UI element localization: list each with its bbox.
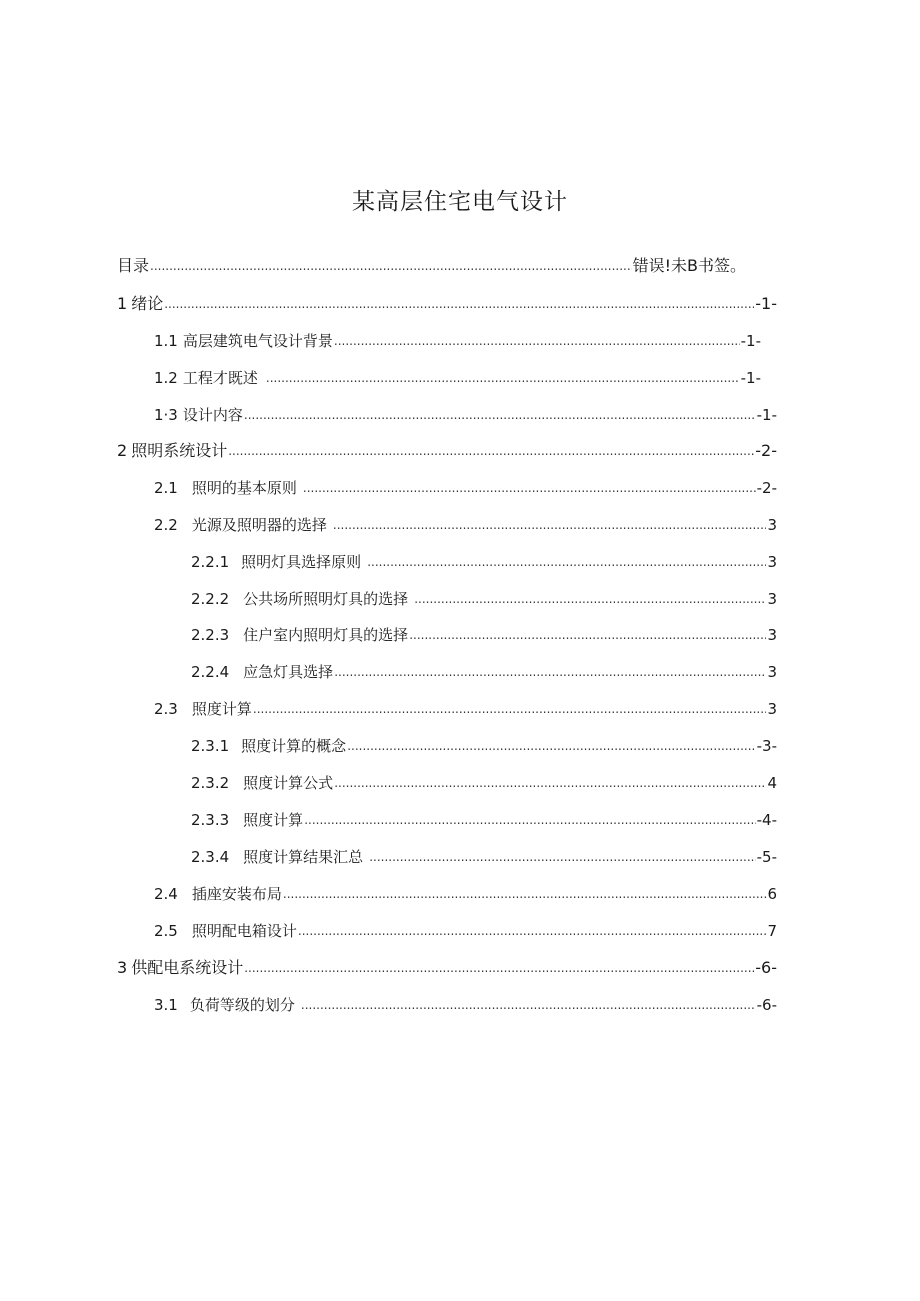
toc-entry-number: 1·3 <box>154 406 178 424</box>
toc-entry-2-3-4[interactable] <box>191 847 777 868</box>
toc-entry-2-3-2[interactable] <box>191 773 777 794</box>
toc-entry-title: 高层建筑电气设计背景 <box>182 332 333 350</box>
toc-entry-page: -2- <box>755 441 777 460</box>
toc-entry-1-1[interactable] <box>154 331 761 352</box>
toc-entry-page: -1- <box>756 406 777 424</box>
toc-entry-number: 2.2.3 <box>191 626 230 644</box>
toc-entry-number: 2.3.3 <box>191 811 230 829</box>
toc-leader-dots <box>301 995 756 1015</box>
toc-entry-page: 3 <box>767 700 777 718</box>
toc-leader-dots <box>409 625 766 645</box>
document-title: 某高层住宅电气设计 <box>352 189 568 215</box>
toc-leader-dots <box>414 589 766 609</box>
toc-entry-3[interactable] <box>117 958 777 979</box>
toc-entry-3-1[interactable] <box>154 995 777 1016</box>
toc-entry-title: 照明的基本原则 <box>191 479 297 497</box>
toc-entry-page: 7 <box>767 922 777 940</box>
toc-leader-dots <box>347 736 755 756</box>
toc-leader-dots <box>369 847 755 867</box>
toc-leader-dots <box>253 699 767 719</box>
toc-entry-number: 2.4 <box>154 885 178 903</box>
toc-entry-page: -3- <box>756 737 777 755</box>
toc-entry-page: 6 <box>767 885 777 903</box>
toc-entry-number: 2.2.4 <box>191 663 230 681</box>
toc-entry-title: 住户室内照明灯具的选择 <box>243 626 409 644</box>
toc-entry-title: 照明灯具选择原则 <box>241 553 362 571</box>
toc-entry-number: 3.1 <box>154 996 178 1014</box>
toc-entry-2-3-1[interactable] <box>191 736 777 757</box>
toc-entry-2-4[interactable] <box>154 884 777 905</box>
toc-entry-number: 2.3 <box>154 700 178 718</box>
toc-leader-dots <box>283 884 767 904</box>
toc-leader-dots <box>334 662 766 682</box>
toc-entry-1[interactable] <box>117 294 777 315</box>
toc-entry-2-1[interactable] <box>154 478 777 499</box>
toc-leader-dots <box>367 552 766 572</box>
toc-entry-1-2[interactable] <box>154 368 761 389</box>
toc-entry-title: 负荷等级的划分 <box>189 996 295 1014</box>
toc-leader-dots <box>150 256 632 276</box>
toc-entry-number: 1.2 <box>154 369 178 387</box>
toc-leader-dots <box>244 405 756 425</box>
toc-entry-number: 2.2.1 <box>191 553 230 571</box>
toc-leader-dots <box>303 478 756 498</box>
toc-leader-dots <box>334 331 740 351</box>
toc-entry-2-2-3[interactable] <box>191 625 777 646</box>
toc-entry-number: 1.1 <box>154 332 178 350</box>
toc-entry-contents[interactable] <box>117 256 746 277</box>
toc-entry-number: 2.2 <box>154 516 178 534</box>
toc-entry-number: 目录 <box>117 256 150 275</box>
toc-leader-dots <box>266 368 740 388</box>
toc-entry-title: 照度计算 <box>191 700 252 718</box>
toc-entry-title: 照度计算结果汇总 <box>243 848 364 866</box>
toc-entry-title: 设计内容 <box>182 406 243 424</box>
toc-leader-dots <box>244 958 754 978</box>
toc-leader-dots <box>228 441 754 461</box>
toc-entry-page: 4 <box>767 774 777 792</box>
toc-entry-title: 插座安装布局 <box>191 885 282 903</box>
toc-entry-title: 照度计算 <box>243 811 304 829</box>
toc-entry-page: -1- <box>755 294 777 313</box>
toc-entry-page: 错误!未B书签。 <box>632 256 746 275</box>
toc-entry-page: -4- <box>756 811 777 829</box>
toc-entry-2-5[interactable] <box>154 921 777 942</box>
toc-entry-page: -1- <box>740 369 761 387</box>
toc-entry-title: 照度计算的概念 <box>241 737 347 755</box>
toc-entry-page: 3 <box>767 590 777 608</box>
toc-entry-page: -2- <box>756 479 777 497</box>
toc-entry-page: -6- <box>755 958 777 977</box>
toc-entry-page: 3 <box>767 516 777 534</box>
toc-entry-2-3-3[interactable] <box>191 810 777 831</box>
toc-entry-2-2[interactable] <box>154 515 777 536</box>
toc-leader-dots <box>164 294 754 314</box>
toc-entry-2[interactable] <box>117 441 777 462</box>
toc-entry-page: 3 <box>767 626 777 644</box>
toc-entry-title: 照明配电箱设计 <box>191 922 297 940</box>
toc-entry-2-3[interactable] <box>154 699 777 720</box>
toc-leader-dots <box>334 773 766 793</box>
toc-entry-number: 3 <box>117 958 128 977</box>
toc-entry-page: 3 <box>767 663 777 681</box>
toc-entry-title: 绪论 <box>131 294 164 313</box>
toc-entry-title: 公共场所照明灯具的选择 <box>243 590 409 608</box>
toc-entry-number: 2.3.2 <box>191 774 230 792</box>
toc-entry-page: -5- <box>756 848 777 866</box>
toc-entry-2-2-1[interactable] <box>191 552 777 573</box>
toc-entry-1-3[interactable] <box>154 405 777 426</box>
toc-entry-title: 应急灯具选择 <box>243 663 334 681</box>
toc-entry-number: 2.2.2 <box>191 590 230 608</box>
toc-entry-number: 2.3.4 <box>191 848 230 866</box>
toc-entry-title: 照明系统设计 <box>131 441 228 460</box>
toc-entry-page: -1- <box>740 332 761 350</box>
toc-leader-dots <box>304 810 755 830</box>
toc-entry-number: 1 <box>117 294 128 313</box>
toc-entry-page: 3 <box>767 553 777 571</box>
toc-entry-2-2-4[interactable] <box>191 662 777 683</box>
toc-entry-number: 2.3.1 <box>191 737 230 755</box>
toc-entry-title: 照度计算公式 <box>243 774 334 792</box>
toc-leader-dots <box>298 921 767 941</box>
toc-entry-2-2-2[interactable] <box>191 589 777 610</box>
toc-entry-number: 2 <box>117 441 128 460</box>
toc-entry-page: -6- <box>756 996 777 1014</box>
toc-entry-title: 供配电系统设计 <box>131 958 244 977</box>
toc-entry-title: 工程才既述 <box>182 369 258 387</box>
toc-entry-number: 2.1 <box>154 479 178 497</box>
toc-leader-dots <box>333 515 767 535</box>
toc-entry-title: 光源及照明器的选择 <box>191 516 327 534</box>
toc-entry-number: 2.5 <box>154 922 178 940</box>
